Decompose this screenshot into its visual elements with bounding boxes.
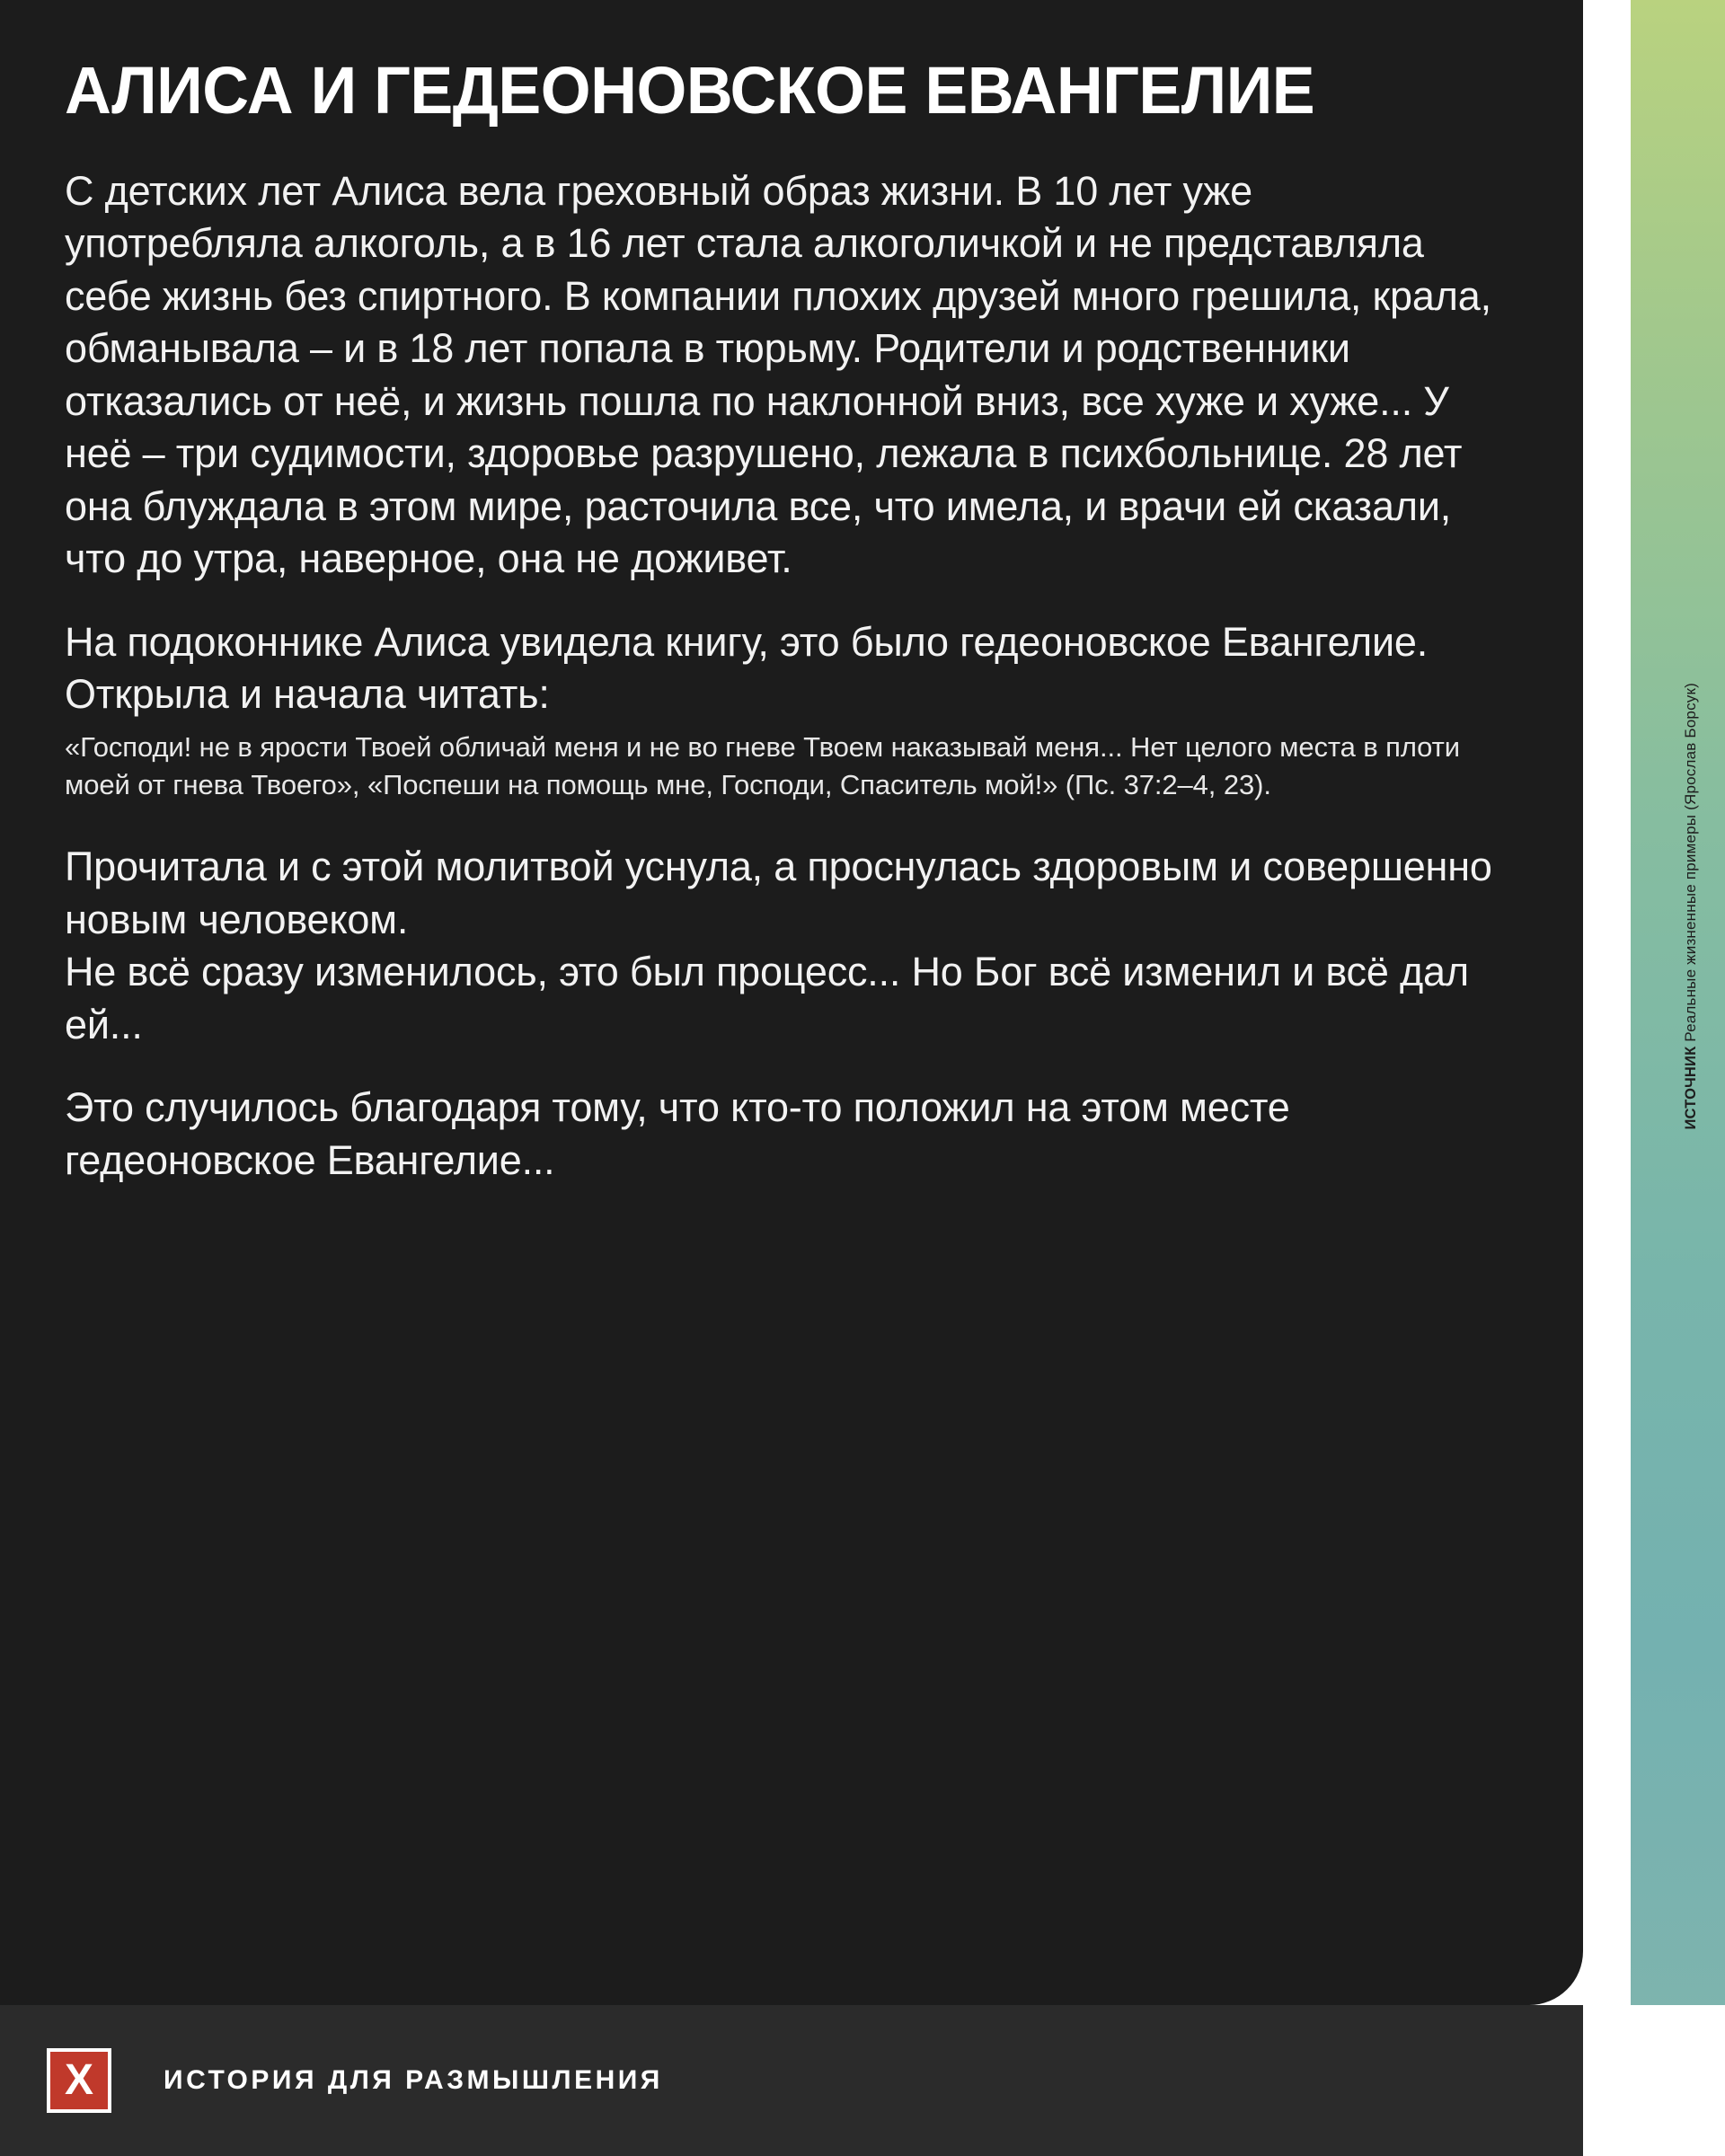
story-paragraph-4: Не всё сразу изменилось, это был процесс... Но Бог всё изменил и всё дал ей... xyxy=(65,949,1469,1047)
footer-bar xyxy=(0,2005,1583,2156)
story-paragraph-2: На подоконнике Алиса увидела книгу, это было гедеоновское Евангелие. Открыла и начала читать: xyxy=(65,618,1429,718)
page-title: АЛИСА И ГЕДЕОНОВСКОЕ ЕВАНГЕЛИЕ xyxy=(65,53,1315,128)
source-credit-text xyxy=(1682,683,1700,1130)
source-text: Реальные жизненные примеры (Ярослав Борсук) xyxy=(1682,683,1699,1042)
story-paragraph-5: Это случилось благодаря тому, что кто-то положил на этом месте гедеоновское Евангелие... xyxy=(65,1084,1290,1183)
brand-logo xyxy=(47,2048,111,2113)
footer-caption: ИСТОРИЯ ДЛЯ РАЗМЫШЛЕНИЯ xyxy=(164,2065,663,2095)
scripture-quote: «Господи! не в ярости Твоей обличай меня и не во гневе Твоем наказывай меня... Нет целого места в плоти моей от гнева Твоего», «Поспеши на помощь мне, Господи, Спаситель мой!» (Пс. 37:2–4, 23). xyxy=(65,730,1460,801)
side-gradient-strip xyxy=(1631,0,1725,2060)
source-label: ИСТОЧНИК xyxy=(1683,1046,1699,1130)
source-credit xyxy=(1673,683,1709,1581)
story-paragraph-3: Прочитала и с этой молитвой уснула, а проснулась здоровым и совершенно новым человеком. xyxy=(65,844,1492,942)
footer-right-spacer xyxy=(1583,2005,1725,2156)
story-paragraph-1: С детских лет Алиса вела греховный образ жизни. В 10 лет уже употребляла алкоголь, а в 16 лет стала алкоголичкой и не представляла себе жизнь без спиртного. В компании плохих друзей много грешила, крала, обманывала – и в 18 лет попала в тюрьму. Родители и родственники отказались от неё, и жизнь пошла по наклонной вниз, все хуже и хуже... У неё – три судимости, здоровье разрушено, лежала в психбольнице. 28 лет она блуждала в этом мире, расточила все, что имела, и врачи ей сказали, что до утра, наверное, она не доживет. xyxy=(65,167,1491,582)
brand-logo-glyph: X xyxy=(50,2052,108,2109)
